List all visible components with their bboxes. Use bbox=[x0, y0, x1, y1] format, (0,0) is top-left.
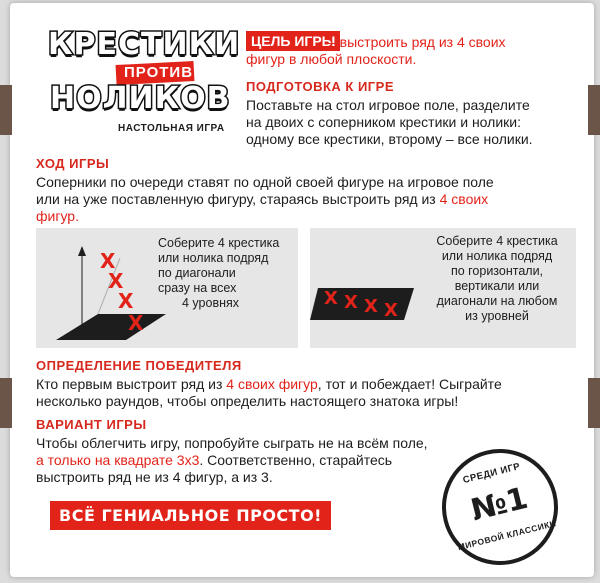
x-mark-1: X bbox=[100, 249, 116, 273]
box-seam-right-bottom bbox=[588, 378, 600, 428]
board-diagonal-left bbox=[56, 314, 166, 340]
x-row-mark-2: X bbox=[344, 292, 358, 313]
x-row-mark-4: X bbox=[384, 300, 398, 321]
x-mark-4: X bbox=[128, 311, 144, 335]
winner-line-2: несколько раундов, чтобы определить настоящего знатока игры! bbox=[36, 393, 459, 409]
turn-line-2-plain: или на уже поставленную фигуру, стараясь выстроить ряд из bbox=[36, 191, 440, 207]
illustration-left-text bbox=[158, 236, 279, 311]
turn-line-3: фигур. bbox=[36, 208, 79, 224]
illustration-right-line-1: Соберите 4 крестика bbox=[436, 234, 558, 248]
turn-line-3-red: фигур bbox=[36, 208, 76, 224]
x-mark-3: X bbox=[118, 289, 134, 313]
variant-line-2-plain: . Соответственно, старайтесь bbox=[199, 452, 393, 468]
illustration-left-line-4: сразу на всех bbox=[158, 281, 237, 295]
badge-top-text: СРЕДИ ИГР bbox=[461, 461, 522, 486]
goal-text-1: – выстроить ряд из 4 своих bbox=[328, 34, 506, 50]
badge-number: №1 bbox=[467, 480, 532, 529]
winner-line-1-red: 4 своих фигур bbox=[226, 376, 318, 392]
logo-line-3: НОЛИКОВ bbox=[50, 81, 231, 116]
illustration-right-text bbox=[422, 234, 572, 324]
preparation-line-3: одному все крестики, второму – все нолики. bbox=[246, 131, 533, 147]
variant-line-1: Чтобы облегчить игру, попробуйте сыграть не на всём поле, bbox=[36, 435, 428, 451]
slogan-banner: ВСЁ ГЕНИАЛЬНОЕ ПРОСТО! bbox=[50, 501, 331, 530]
goal-text-line-1 bbox=[328, 34, 506, 51]
goal-text-line-2: фигур в любой плоскости. bbox=[246, 51, 417, 67]
illustration-right-line-4: вертикали или bbox=[454, 279, 540, 293]
winner-line-1-a: Кто первым выстроит ряд из bbox=[36, 376, 227, 392]
turn-line-2 bbox=[36, 191, 488, 208]
box-seam-right-top bbox=[588, 85, 600, 135]
illustration-right-line-5: диагонали на любом bbox=[436, 294, 558, 308]
turn-heading: ХОД ИГРЫ bbox=[36, 156, 110, 171]
preparation-line-2: на двоих с соперником крестики и нолики: bbox=[246, 114, 521, 130]
winner-heading: ОПРЕДЕЛЕНИЕ ПОБЕДИТЕЛЯ bbox=[36, 358, 242, 373]
illustration-left-line-5: 4 уровнях bbox=[182, 296, 240, 310]
goal-label: ЦЕЛЬ ИГРЫ bbox=[246, 31, 340, 51]
illustration-right-line-6: из уровней bbox=[465, 309, 529, 323]
logo-line-2: ПРОТИВ bbox=[124, 64, 194, 81]
variant-line-2-red: а только на квадрате 3х3 bbox=[36, 452, 200, 468]
x-row-mark-1: X bbox=[324, 288, 338, 309]
illustration-left-line-1: Соберите 4 крестика bbox=[158, 236, 280, 250]
box-back bbox=[10, 3, 594, 577]
x-row-mark-3: X bbox=[364, 296, 378, 317]
axis-arrow-left bbox=[78, 246, 86, 256]
logo-line-1: КРЕСТИКИ bbox=[48, 27, 241, 62]
turn-line-2-red: 4 своих bbox=[439, 191, 489, 207]
winner-line-1-b: , тот и побеждает! Сыграйте bbox=[317, 376, 502, 392]
logo-tagline: НАСТОЛЬНАЯ ИГРА bbox=[118, 123, 225, 134]
illustration-left-line-2: или нолика подряд bbox=[158, 251, 269, 265]
badge-bottom-text: МИРОВОЙ КЛАССИКИ bbox=[456, 518, 558, 553]
variant-line-3: выстроить ряд не из 4 фигур, а из 3. bbox=[36, 469, 273, 485]
winner-line-1 bbox=[36, 376, 502, 393]
illustration-right-line-3: по горизонтали, bbox=[450, 264, 544, 278]
x-mark-2: X bbox=[108, 269, 124, 293]
variant-line-2 bbox=[36, 452, 392, 469]
illustration-left-line-3: по диагонали bbox=[158, 266, 236, 280]
variant-heading: ВАРИАНТ ИГРЫ bbox=[36, 417, 147, 432]
illustration-right-line-2: или нолика подряд bbox=[441, 249, 553, 263]
turn-line-1: Соперники по очереди ставят по одной своей фигуре на игровое поле bbox=[36, 174, 494, 190]
preparation-line-1: Поставьте на стол игровое поле, разделите bbox=[246, 97, 530, 113]
preparation-heading: ПОДГОТОВКА К ИГРЕ bbox=[246, 79, 395, 94]
number-one-badge bbox=[430, 437, 571, 577]
box-seam-left-top bbox=[0, 85, 12, 135]
box-seam-left-bottom bbox=[0, 378, 12, 428]
